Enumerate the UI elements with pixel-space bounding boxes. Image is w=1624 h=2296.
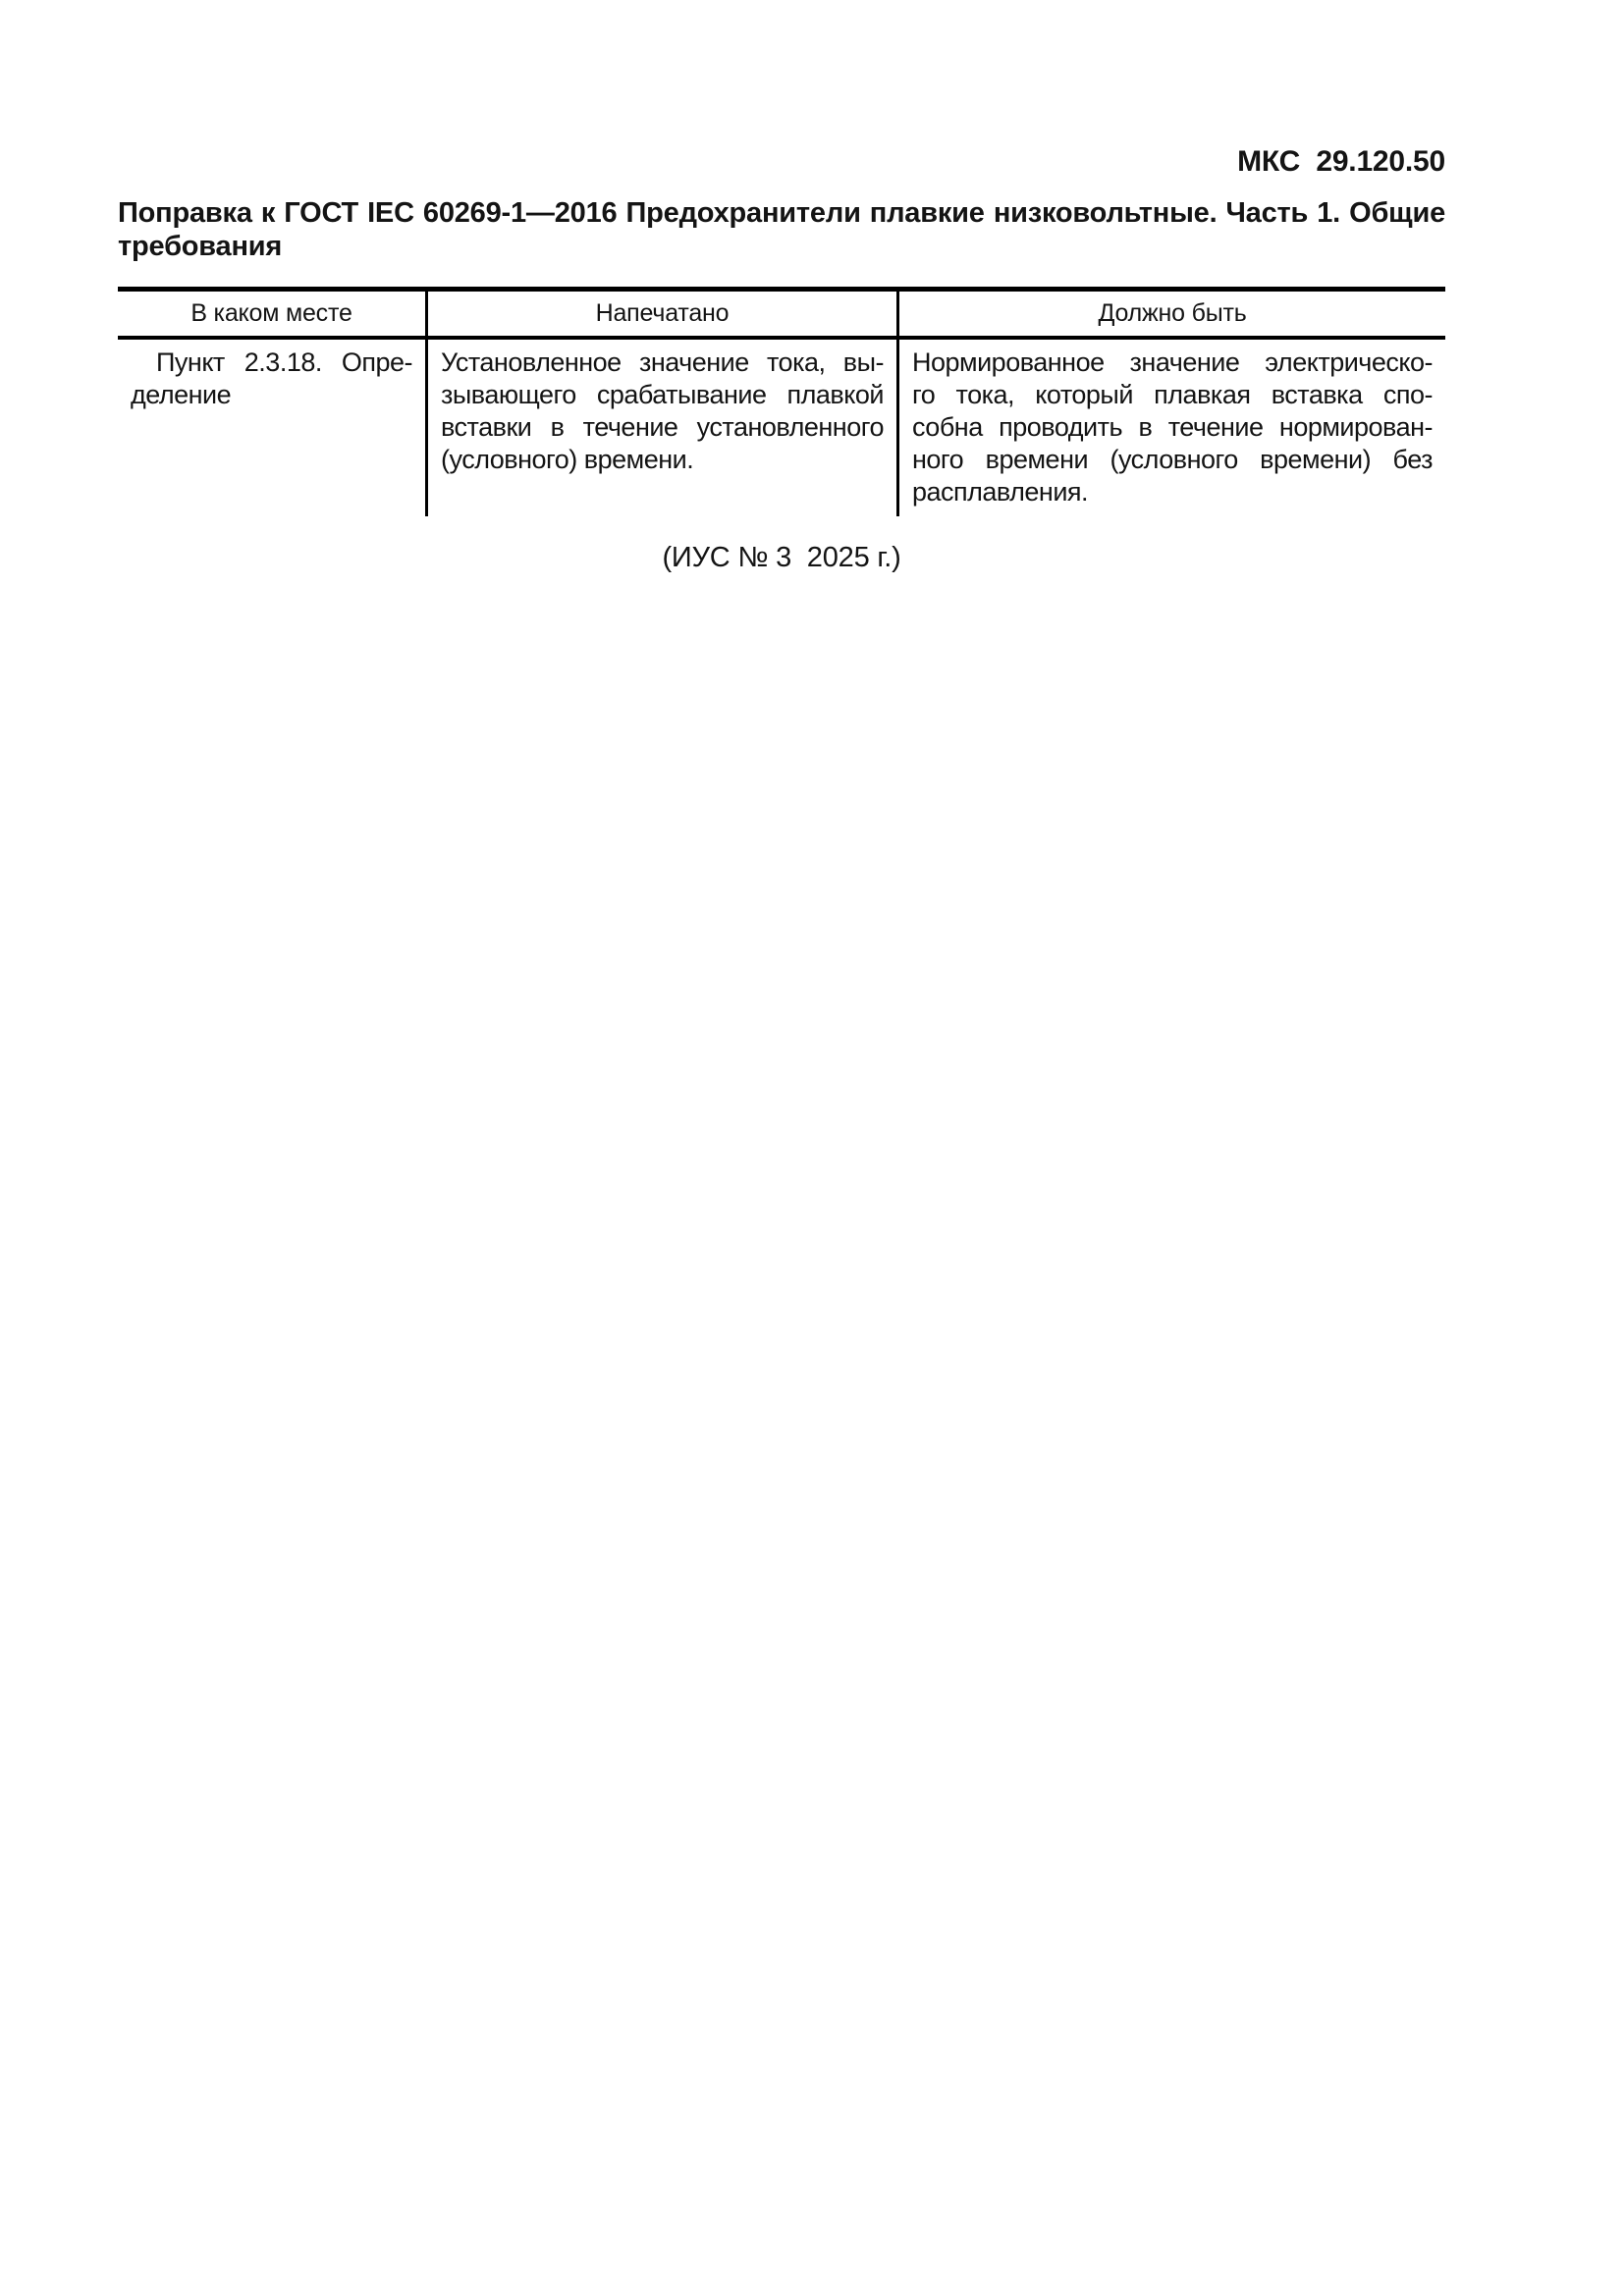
header-cell-should-be: Должно быть (896, 292, 1445, 336)
ius-issue-note: (ИУС № 3 2025 г.) (662, 542, 901, 573)
text-line: го тока, который плавкая вставка спо- (912, 380, 1433, 409)
text-line: зывающего срабатывание плавкой (441, 380, 884, 409)
text-line: Пункт 2.3.18. Опре- (156, 347, 412, 377)
table-header-row (118, 292, 1445, 340)
cell-place (118, 340, 425, 516)
text-line: вставки в течение установленного (441, 412, 884, 442)
cell-printed (425, 340, 896, 516)
classification-code: МКС 29.120.50 (1237, 145, 1445, 178)
header-cell-place: В каком месте (190, 299, 352, 327)
text-line: Установленное значение тока, вы- (441, 347, 884, 377)
header-cell-printed: Напечатано (425, 292, 896, 336)
correction-table (118, 287, 1445, 516)
text-line: (условного) времени. (441, 445, 694, 474)
text-line: расплавления. (912, 477, 1089, 507)
cell-should-be (896, 340, 1445, 516)
table-row (118, 340, 1445, 516)
text-line: Нормированное значение электрическо- (912, 347, 1433, 377)
text-line: требования (118, 231, 283, 262)
document-title (118, 196, 1445, 263)
text-line: ного времени (условного времени) без (912, 445, 1433, 474)
text-line: собна проводить в течение нормирован- (912, 412, 1433, 442)
text-line: Поправка к ГОСТ IEC 60269-1—2016 Предохранители плавкие низковольтные. Часть 1. Общие (118, 197, 1445, 229)
text-line: деление (131, 380, 232, 409)
